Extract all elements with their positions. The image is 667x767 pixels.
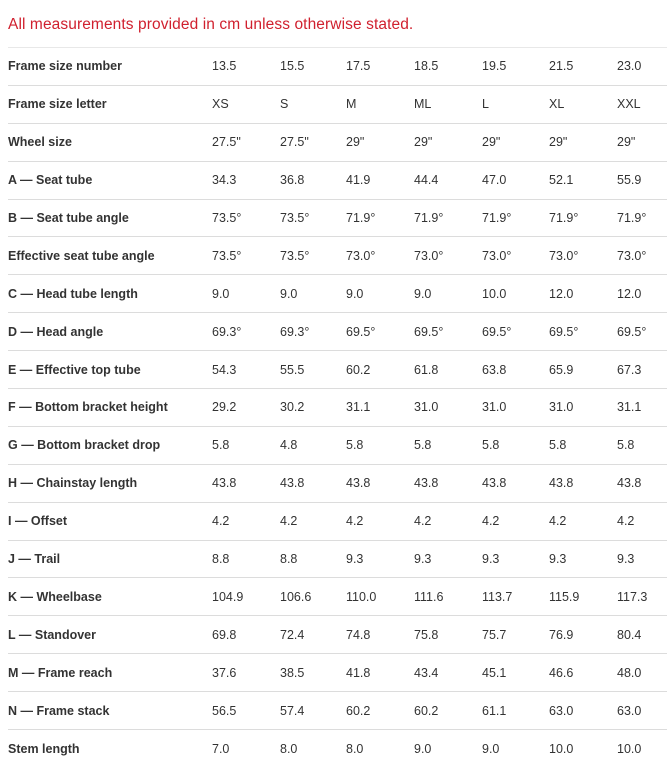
- table-cell: 45.1: [482, 654, 549, 692]
- row-label: Wheel size: [8, 123, 212, 161]
- table-cell: 9.0: [280, 275, 346, 313]
- table-row: [8, 161, 667, 199]
- table-cell: 52.1: [549, 161, 617, 199]
- table-cell: 31.1: [617, 389, 667, 427]
- table-cell: 60.2: [414, 692, 482, 730]
- table-cell: 9.3: [617, 540, 667, 578]
- geometry-table: [8, 47, 667, 767]
- table-cell: 54.3: [212, 351, 280, 389]
- table-cell: 34.3: [212, 161, 280, 199]
- table-cell: 21.5: [549, 48, 617, 86]
- table-cell: 117.3: [617, 578, 667, 616]
- table-cell: 9.3: [414, 540, 482, 578]
- table-cell: 115.9: [549, 578, 617, 616]
- table-cell: 9.3: [482, 540, 549, 578]
- table-cell: 43.8: [346, 464, 414, 502]
- table-cell: 46.6: [549, 654, 617, 692]
- table-cell: 57.4: [280, 692, 346, 730]
- table-cell: 4.2: [280, 502, 346, 540]
- row-label: Stem length: [8, 730, 212, 767]
- table-cell: 73.0°: [346, 237, 414, 275]
- table-cell: 73.5°: [212, 237, 280, 275]
- table-cell: 8.0: [280, 730, 346, 767]
- table-cell: 5.8: [346, 426, 414, 464]
- row-label: Effective seat tube angle: [8, 237, 212, 275]
- table-cell: 69.3°: [280, 313, 346, 351]
- table-cell: 9.0: [212, 275, 280, 313]
- row-label: E — Effective top tube: [8, 351, 212, 389]
- table-cell: 71.9°: [414, 199, 482, 237]
- table-row: [8, 692, 667, 730]
- table-cell: 69.5°: [414, 313, 482, 351]
- table-cell: 43.8: [617, 464, 667, 502]
- table-cell: 73.5°: [280, 199, 346, 237]
- table-cell: 69.3°: [212, 313, 280, 351]
- table-cell: 72.4: [280, 616, 346, 654]
- table-cell: 113.7: [482, 578, 549, 616]
- table-cell: 69.5°: [549, 313, 617, 351]
- table-cell: 69.5°: [617, 313, 667, 351]
- table-cell: 69.5°: [482, 313, 549, 351]
- table-cell: 55.5: [280, 351, 346, 389]
- table-cell: 48.0: [617, 654, 667, 692]
- table-cell: 5.8: [617, 426, 667, 464]
- table-row: [8, 199, 667, 237]
- row-label: N — Frame stack: [8, 692, 212, 730]
- table-cell: 4.2: [549, 502, 617, 540]
- table-cell: 5.8: [414, 426, 482, 464]
- table-cell: 12.0: [617, 275, 667, 313]
- table-cell: 111.6: [414, 578, 482, 616]
- table-cell: 31.1: [346, 389, 414, 427]
- table-cell: 37.6: [212, 654, 280, 692]
- table-cell: S: [280, 85, 346, 123]
- table-cell: 71.9°: [346, 199, 414, 237]
- table-cell: 61.8: [414, 351, 482, 389]
- row-label: B — Seat tube angle: [8, 199, 212, 237]
- table-cell: 41.9: [346, 161, 414, 199]
- table-cell: M: [346, 85, 414, 123]
- table-cell: 73.0°: [482, 237, 549, 275]
- table-cell: 27.5": [212, 123, 280, 161]
- table-cell: 73.5°: [212, 199, 280, 237]
- table-cell: 7.0: [212, 730, 280, 767]
- table-cell: 38.5: [280, 654, 346, 692]
- table-cell: 29": [617, 123, 667, 161]
- table-cell: 29": [482, 123, 549, 161]
- table-cell: 30.2: [280, 389, 346, 427]
- table-cell: 29": [346, 123, 414, 161]
- table-cell: 67.3: [617, 351, 667, 389]
- table-cell: 17.5: [346, 48, 414, 86]
- table-cell: 31.0: [482, 389, 549, 427]
- table-cell: 43.8: [212, 464, 280, 502]
- row-label: Frame size number: [8, 48, 212, 86]
- table-cell: 4.2: [346, 502, 414, 540]
- table-cell: 9.0: [482, 730, 549, 767]
- row-label: H — Chainstay length: [8, 464, 212, 502]
- table-cell: 69.5°: [346, 313, 414, 351]
- row-label: G — Bottom bracket drop: [8, 426, 212, 464]
- row-label: Frame size letter: [8, 85, 212, 123]
- table-cell: 29": [549, 123, 617, 161]
- row-label: L — Standover: [8, 616, 212, 654]
- table-cell: XS: [212, 85, 280, 123]
- table-cell: 104.9: [212, 578, 280, 616]
- table-cell: 23.0: [617, 48, 667, 86]
- table-cell: 75.7: [482, 616, 549, 654]
- table-cell: 71.9°: [482, 199, 549, 237]
- table-cell: 29.2: [212, 389, 280, 427]
- table-cell: 13.5: [212, 48, 280, 86]
- table-row: [8, 730, 667, 767]
- table-cell: 8.0: [346, 730, 414, 767]
- table-cell: 73.0°: [617, 237, 667, 275]
- table-cell: 9.3: [549, 540, 617, 578]
- row-label: A — Seat tube: [8, 161, 212, 199]
- table-cell: 31.0: [549, 389, 617, 427]
- table-cell: 12.0: [549, 275, 617, 313]
- table-cell: 73.0°: [549, 237, 617, 275]
- table-cell: 4.2: [482, 502, 549, 540]
- table-cell: 27.5": [280, 123, 346, 161]
- table-cell: 43.8: [414, 464, 482, 502]
- table-cell: 10.0: [482, 275, 549, 313]
- table-row: [8, 313, 667, 351]
- table-cell: 44.4: [414, 161, 482, 199]
- table-cell: 43.8: [549, 464, 617, 502]
- table-cell: 63.8: [482, 351, 549, 389]
- table-cell: 41.8: [346, 654, 414, 692]
- table-cell: 106.6: [280, 578, 346, 616]
- table-row: [8, 540, 667, 578]
- table-cell: 61.1: [482, 692, 549, 730]
- row-label: C — Head tube length: [8, 275, 212, 313]
- table-cell: 71.9°: [617, 199, 667, 237]
- table-cell: 55.9: [617, 161, 667, 199]
- table-cell: 60.2: [346, 351, 414, 389]
- row-label: I — Offset: [8, 502, 212, 540]
- table-cell: 9.0: [414, 730, 482, 767]
- table-cell: 9.0: [414, 275, 482, 313]
- geometry-table-body: [8, 48, 667, 767]
- table-cell: 65.9: [549, 351, 617, 389]
- row-label: F — Bottom bracket height: [8, 389, 212, 427]
- table-cell: 43.8: [482, 464, 549, 502]
- table-cell: 47.0: [482, 161, 549, 199]
- table-row: [8, 237, 667, 275]
- table-cell: 4.2: [414, 502, 482, 540]
- table-cell: 80.4: [617, 616, 667, 654]
- table-row: [8, 654, 667, 692]
- table-cell: 5.8: [549, 426, 617, 464]
- row-label: J — Trail: [8, 540, 212, 578]
- table-cell: 63.0: [549, 692, 617, 730]
- table-row: [8, 123, 667, 161]
- table-cell: 5.8: [212, 426, 280, 464]
- table-row: [8, 426, 667, 464]
- table-cell: XXL: [617, 85, 667, 123]
- table-cell: 43.8: [280, 464, 346, 502]
- table-cell: 18.5: [414, 48, 482, 86]
- table-cell: ML: [414, 85, 482, 123]
- row-label: D — Head angle: [8, 313, 212, 351]
- table-cell: L: [482, 85, 549, 123]
- table-cell: 29": [414, 123, 482, 161]
- table-row: [8, 48, 667, 86]
- table-row: [8, 389, 667, 427]
- table-row: [8, 275, 667, 313]
- table-cell: 76.9: [549, 616, 617, 654]
- table-cell: 69.8: [212, 616, 280, 654]
- table-cell: 5.8: [482, 426, 549, 464]
- table-cell: 43.4: [414, 654, 482, 692]
- table-cell: 73.0°: [414, 237, 482, 275]
- table-row: [8, 578, 667, 616]
- table-cell: XL: [549, 85, 617, 123]
- table-cell: 9.0: [346, 275, 414, 313]
- table-cell: 63.0: [617, 692, 667, 730]
- table-cell: 10.0: [617, 730, 667, 767]
- table-cell: 8.8: [212, 540, 280, 578]
- table-row: [8, 464, 667, 502]
- table-cell: 15.5: [280, 48, 346, 86]
- table-row: [8, 502, 667, 540]
- table-cell: 73.5°: [280, 237, 346, 275]
- table-row: [8, 351, 667, 389]
- table-cell: 9.3: [346, 540, 414, 578]
- table-row: [8, 616, 667, 654]
- table-cell: 19.5: [482, 48, 549, 86]
- table-cell: 4.8: [280, 426, 346, 464]
- table-cell: 4.2: [617, 502, 667, 540]
- row-label: M — Frame reach: [8, 654, 212, 692]
- row-label: K — Wheelbase: [8, 578, 212, 616]
- table-cell: 71.9°: [549, 199, 617, 237]
- table-cell: 4.2: [212, 502, 280, 540]
- table-cell: 110.0: [346, 578, 414, 616]
- table-row: [8, 85, 667, 123]
- table-cell: 31.0: [414, 389, 482, 427]
- measurement-note: All measurements provided in cm unless otherwise stated.: [8, 16, 413, 34]
- table-cell: 75.8: [414, 616, 482, 654]
- table-cell: 8.8: [280, 540, 346, 578]
- table-cell: 56.5: [212, 692, 280, 730]
- table-cell: 60.2: [346, 692, 414, 730]
- table-cell: 36.8: [280, 161, 346, 199]
- table-cell: 74.8: [346, 616, 414, 654]
- table-cell: 10.0: [549, 730, 617, 767]
